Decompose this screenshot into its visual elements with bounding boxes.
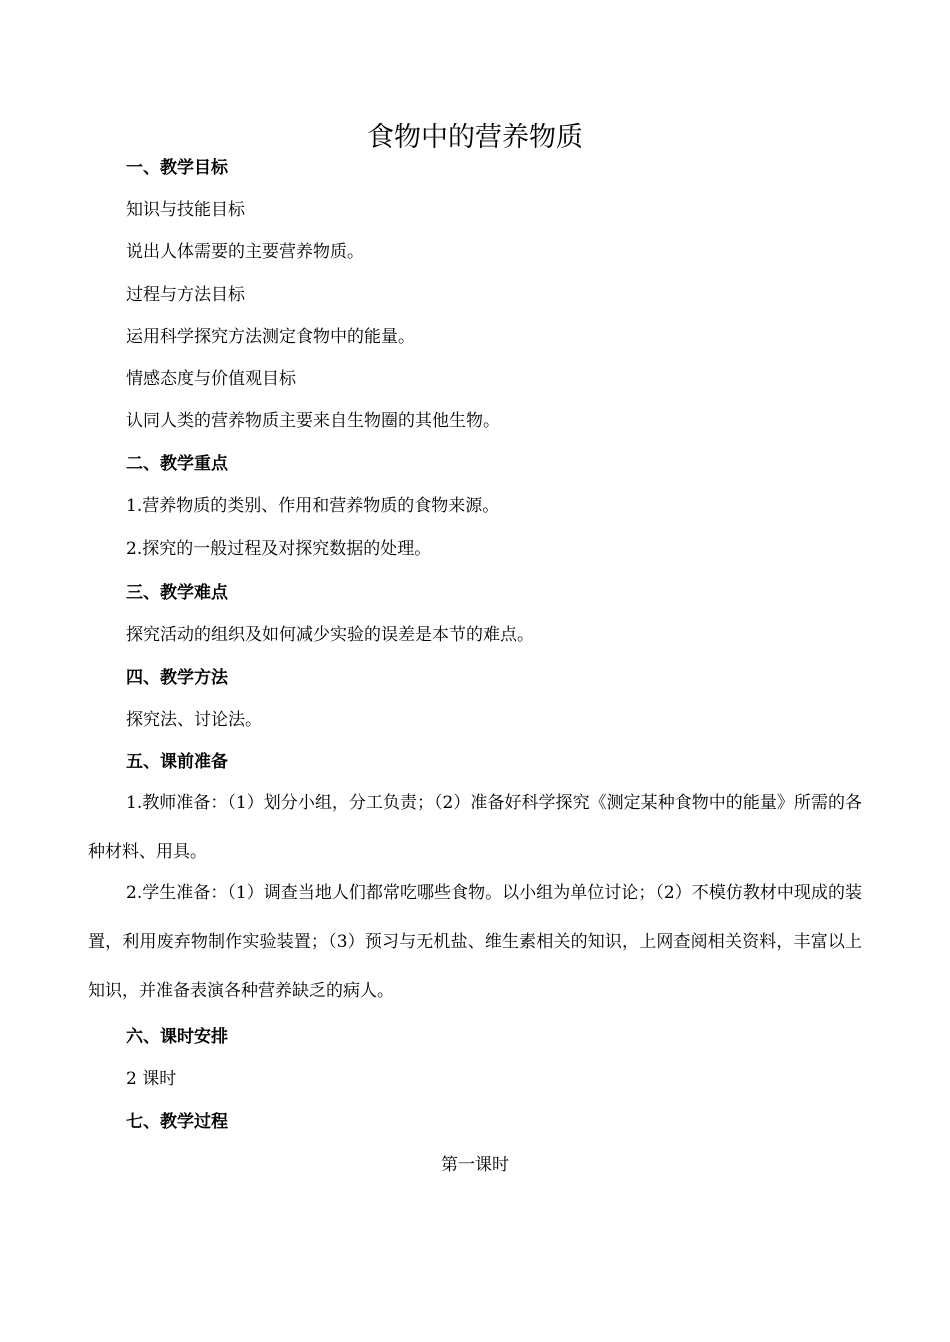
difficulty-text: 探究活动的组织及如何减少实验的误差是本节的难点。 <box>126 625 534 645</box>
objective-process-label: 过程与方法目标 <box>126 285 245 305</box>
key-point-1: 1.营养物质的类别、作用和营养物质的食物来源。 <box>126 496 500 516</box>
document-title: 食物中的营养物质 <box>367 122 583 153</box>
objective-knowledge-text: 说出人体需要的主要营养物质。 <box>126 242 364 262</box>
methods-text: 探究法、讨论法。 <box>126 710 262 730</box>
lesson-subheading: 第一课时 <box>441 1155 509 1175</box>
section-heading-schedule: 六、课时安排 <box>126 1027 228 1047</box>
section-heading-key-points: 二、教学重点 <box>126 454 228 474</box>
schedule-text: 2 课时 <box>126 1069 177 1089</box>
preparation-student-paragraph: 2.学生准备：（1）调查当地人们都常吃哪些食物。以小组为单位讨论；（2）不模仿教材中现成的装置，利用废弃物制作实验装置；（3）预习与无机盐、维生素相关的知识，上网查阅相关资料，丰富以上知识，并准备表演各种营养缺乏的病人。 <box>88 883 862 1001</box>
section-heading-objectives: 一、教学目标 <box>126 158 228 178</box>
section-heading-difficulties: 三、教学难点 <box>126 583 228 603</box>
preparation-teacher-paragraph: 1.教师准备：（1）划分小组，分工负责；（2）准备好科学探究《测定某种食物中的能量》所需的各种材料、用具。 <box>88 793 862 862</box>
section-heading-preparation: 五、课前准备 <box>126 752 228 772</box>
key-point-2: 2.探究的一般过程及对探究数据的处理。 <box>126 539 432 559</box>
objective-attitude-label: 情感态度与价值观目标 <box>126 369 296 389</box>
objective-process-text: 运用科学探究方法测定食物中的能量。 <box>126 327 415 347</box>
section-heading-methods: 四、教学方法 <box>126 668 228 688</box>
objective-knowledge-label: 知识与技能目标 <box>126 200 245 220</box>
section-heading-process: 七、教学过程 <box>126 1112 228 1132</box>
objective-attitude-text: 认同人类的营养物质主要来自生物圈的其他生物。 <box>126 411 500 431</box>
